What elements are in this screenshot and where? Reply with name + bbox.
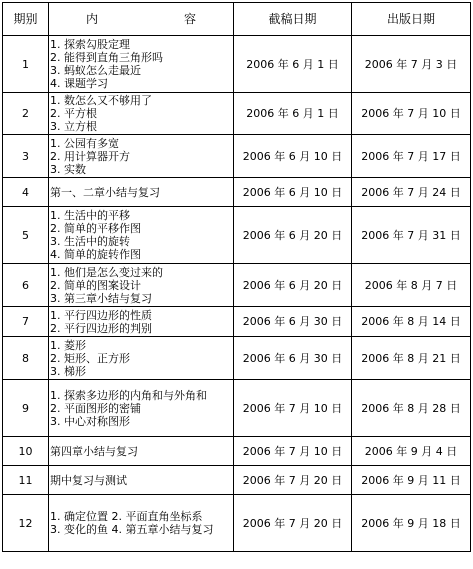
content-line: 3. 第三章小结与复习 bbox=[50, 291, 152, 305]
submission-date: 2006 年 7 月 10 日 bbox=[234, 380, 352, 437]
header-content-right: 容 bbox=[183, 11, 196, 26]
content-line: 2. 平方根 bbox=[50, 107, 97, 120]
content-cell bbox=[49, 466, 234, 495]
content-line: 2. 平面图形的密铺 bbox=[50, 401, 141, 415]
header-submission-date: 截稿日期 bbox=[234, 3, 352, 36]
publish-date: 2006 年 7 月 3 日 bbox=[352, 36, 471, 93]
publish-date: 2006 年 8 月 21 日 bbox=[352, 337, 471, 380]
period-number: 1 bbox=[3, 36, 49, 93]
period-number: 2 bbox=[3, 93, 49, 135]
content-cell bbox=[49, 437, 234, 466]
table-row bbox=[3, 437, 471, 466]
publish-date: 2006 年 9 月 18 日 bbox=[352, 495, 471, 552]
period-number: 7 bbox=[3, 307, 49, 337]
submission-date: 2006 年 6 月 20 日 bbox=[234, 207, 352, 264]
content-line: 3. 变化的鱼 4. 第五章小结与复习 bbox=[50, 523, 214, 536]
content-line: 第一、二章小结与复习 bbox=[50, 185, 160, 199]
submission-date: 2006 年 6 月 1 日 bbox=[234, 36, 352, 93]
period-number: 12 bbox=[3, 495, 49, 552]
content-line: 4. 课题学习 bbox=[50, 77, 108, 90]
content-line: 2. 简单的图案设计 bbox=[50, 278, 141, 292]
content-cell bbox=[49, 36, 234, 93]
content-line: 4. 简单的旋转作图 bbox=[50, 248, 141, 261]
header-content-left: 内 bbox=[86, 11, 140, 26]
content-cell bbox=[49, 207, 234, 264]
content-line: 1. 数怎么又不够用了 bbox=[50, 94, 152, 107]
period-number: 4 bbox=[3, 178, 49, 207]
submission-date: 2006 年 6 月 30 日 bbox=[234, 337, 352, 380]
content-line: 3. 立方根 bbox=[50, 120, 97, 133]
submission-date: 2006 年 7 月 20 日 bbox=[234, 495, 352, 552]
publish-date: 2006 年 8 月 28 日 bbox=[352, 380, 471, 437]
table-row bbox=[3, 380, 471, 437]
content-cell bbox=[49, 380, 234, 437]
content-cell bbox=[49, 135, 234, 178]
content-line: 3. 蚂蚁怎么走最近 bbox=[50, 64, 141, 77]
period-number: 9 bbox=[3, 380, 49, 437]
publish-date: 2006 年 7 月 10 日 bbox=[352, 93, 471, 135]
period-number: 8 bbox=[3, 337, 49, 380]
content-line: 2. 用计算器开方 bbox=[50, 149, 130, 163]
publish-date: 2006 年 8 月 14 日 bbox=[352, 307, 471, 337]
table-row bbox=[3, 307, 471, 337]
table-row bbox=[3, 178, 471, 207]
content-cell bbox=[49, 93, 234, 135]
publish-date: 2006 年 7 月 24 日 bbox=[352, 178, 471, 207]
submission-date: 2006 年 6 月 1 日 bbox=[234, 93, 352, 135]
table-header bbox=[3, 3, 471, 36]
content-line: 1. 公园有多宽 bbox=[50, 136, 119, 150]
submission-date: 2006 年 7 月 10 日 bbox=[234, 437, 352, 466]
content-line: 2. 矩形、正方形 bbox=[50, 351, 130, 365]
content-cell bbox=[49, 337, 234, 380]
content-line: 1. 平行四边形的性质 bbox=[50, 308, 152, 322]
table-row bbox=[3, 93, 471, 135]
header-content bbox=[49, 3, 234, 36]
content-line: 2. 能得到直角三角形吗 bbox=[50, 51, 163, 64]
publish-date: 2006 年 9 月 4 日 bbox=[352, 437, 471, 466]
content-line: 1. 生活中的平移 bbox=[50, 209, 130, 222]
table-row bbox=[3, 495, 471, 552]
publish-date: 2006 年 9 月 11 日 bbox=[352, 466, 471, 495]
content-line: 1. 菱形 bbox=[50, 338, 86, 352]
period-number: 11 bbox=[3, 466, 49, 495]
content-line: 1. 确定位置 2. 平面直角坐标系 bbox=[50, 510, 203, 523]
content-line: 3. 梯形 bbox=[50, 364, 86, 378]
content-line: 第四章小结与复习 bbox=[50, 444, 138, 458]
schedule-table bbox=[2, 2, 471, 552]
submission-date: 2006 年 6 月 30 日 bbox=[234, 307, 352, 337]
content-line: 1. 探索勾股定理 bbox=[50, 38, 130, 51]
submission-date: 2006 年 6 月 10 日 bbox=[234, 178, 352, 207]
content-line: 2. 简单的平移作图 bbox=[50, 222, 141, 235]
table-row bbox=[3, 337, 471, 380]
period-number: 3 bbox=[3, 135, 49, 178]
content-line: 1. 他们是怎么变过来的 bbox=[50, 265, 163, 279]
submission-date: 2006 年 6 月 10 日 bbox=[234, 135, 352, 178]
publish-date: 2006 年 8 月 7 日 bbox=[352, 264, 471, 307]
content-cell bbox=[49, 178, 234, 207]
period-number: 5 bbox=[3, 207, 49, 264]
table-row bbox=[3, 466, 471, 495]
submission-date: 2006 年 6 月 20 日 bbox=[234, 264, 352, 307]
content-line: 3. 中心对称图形 bbox=[50, 414, 130, 428]
table-row bbox=[3, 135, 471, 178]
content-line: 3. 生活中的旋转 bbox=[50, 235, 130, 248]
content-line: 期中复习与测试 bbox=[50, 473, 127, 487]
publish-date: 2006 年 7 月 17 日 bbox=[352, 135, 471, 178]
content-line: 3. 实数 bbox=[50, 162, 86, 176]
table-row bbox=[3, 264, 471, 307]
header-content-spread bbox=[86, 13, 196, 26]
table-body bbox=[3, 36, 471, 552]
period-number: 10 bbox=[3, 437, 49, 466]
submission-date: 2006 年 7 月 20 日 bbox=[234, 466, 352, 495]
publish-date: 2006 年 7 月 31 日 bbox=[352, 207, 471, 264]
content-cell bbox=[49, 495, 234, 552]
content-cell bbox=[49, 264, 234, 307]
period-number: 6 bbox=[3, 264, 49, 307]
header-row bbox=[3, 3, 471, 36]
content-line: 1. 探索多边形的内角和与外角和 bbox=[50, 388, 207, 402]
content-cell bbox=[49, 307, 234, 337]
table-row bbox=[3, 207, 471, 264]
content-line: 2. 平行四边形的判别 bbox=[50, 321, 152, 335]
table-row bbox=[3, 36, 471, 93]
header-period: 期别 bbox=[3, 3, 49, 36]
header-publish-date: 出版日期 bbox=[352, 3, 471, 36]
